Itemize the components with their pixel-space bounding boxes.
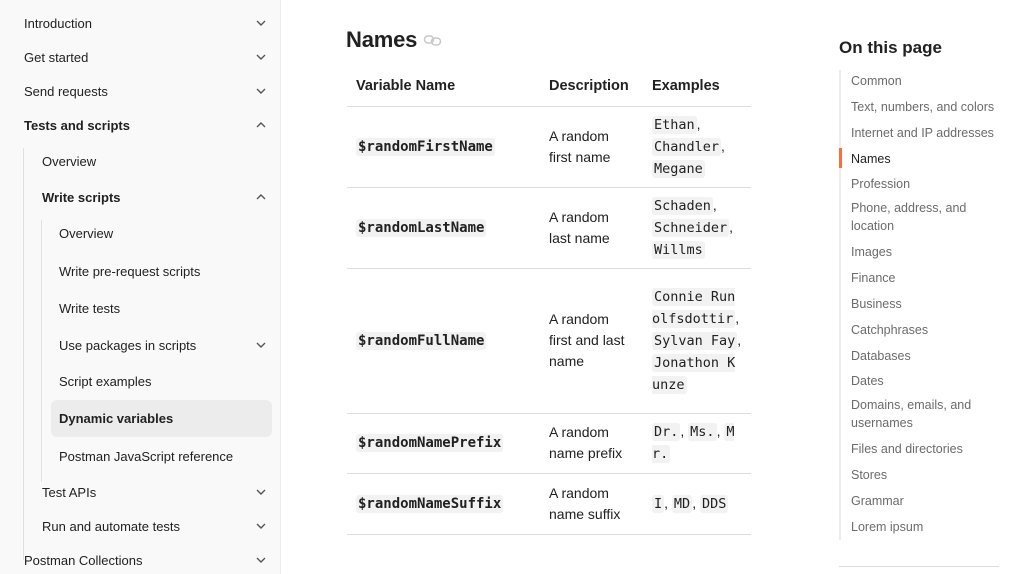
sidebar-item-label: Overview: [42, 153, 97, 169]
toc-item-phone-address-location[interactable]: Phone, address, and location: [851, 201, 967, 233]
toc-item-catchphrases[interactable]: Catchphrases: [851, 323, 929, 337]
table-row: [347, 268, 751, 413]
example-value: Megane: [654, 160, 703, 177]
toc-item-text-numbers-colors[interactable]: Text, numbers, and colors: [851, 100, 995, 114]
toc-track: [839, 70, 841, 540]
sidebar-item-label: Postman Collections: [24, 552, 143, 568]
toc-item-finance[interactable]: Finance: [851, 271, 896, 285]
variable-name-cell: [347, 187, 540, 268]
examples-cell: Dr. , Ms. , Mr.: [643, 413, 751, 473]
sidebar-item-label: Get started: [24, 49, 89, 65]
example-value: Chandler: [654, 138, 720, 155]
toc-item-databases[interactable]: Databases: [851, 349, 911, 363]
section-heading: [346, 27, 443, 53]
sidebar-item-script-examples[interactable]: [59, 372, 268, 390]
link-icon[interactable]: [423, 32, 443, 48]
chevron-down-icon: [254, 84, 268, 98]
sidebar-item-introduction[interactable]: [24, 14, 268, 32]
table-row: [347, 187, 751, 268]
description-line: name suffix: [549, 505, 621, 522]
column-header-variable-name: Variable Name: [347, 66, 540, 106]
sidebar-item-label: Run and automate tests: [42, 518, 181, 534]
description-cell: [540, 473, 643, 534]
examples-cell: Schaden , Schneider , Willms: [643, 187, 751, 268]
docs-sidebar: [0, 0, 281, 574]
example-value: Mr.: [652, 424, 735, 462]
table-row: [347, 106, 751, 187]
description-line: name prefix: [549, 445, 623, 461]
example-value: Connie Runolfsdottir: [652, 288, 736, 327]
example-value: MD: [673, 495, 691, 512]
variable-name: $randomFullName: [358, 332, 485, 349]
names-variables-table: [347, 66, 751, 535]
description-cell: [540, 268, 643, 413]
description-cell: [540, 187, 643, 268]
variable-name: $randomLastName: [358, 219, 485, 236]
chevron-up-icon: [254, 118, 268, 132]
sidebar-item-write-scripts-overview[interactable]: [59, 224, 268, 242]
toc-item-profession[interactable]: Profession: [851, 177, 911, 191]
chevron-down-icon: [254, 50, 268, 64]
description-line: A random: [549, 127, 609, 144]
toc-item-stores[interactable]: Stores: [851, 468, 888, 482]
example-value: DDS: [701, 495, 727, 512]
description-cell: [540, 413, 643, 473]
variable-name-cell: [347, 106, 540, 187]
example-value: Ethan: [654, 116, 695, 133]
toc-title: On this page: [839, 38, 942, 57]
sidebar-guide-line: [23, 148, 24, 560]
column-header-examples: Examples: [643, 66, 751, 106]
description-line: A random: [549, 484, 609, 501]
description-line: name: [549, 353, 585, 369]
sidebar-item-write-prerequest-scripts[interactable]: [59, 262, 268, 280]
toc-item-names[interactable]: Names: [851, 152, 891, 166]
sidebar-item-tests-and-scripts[interactable]: [24, 116, 268, 134]
toc-divider: [839, 566, 999, 567]
sidebar-item-label: Write scripts: [42, 189, 121, 205]
sidebar-item-write-tests[interactable]: [59, 299, 268, 317]
variable-name: $randomNameSuffix: [358, 495, 502, 512]
examples-cell: Ethan , Chandler , Megane: [643, 106, 751, 187]
sidebar-item-overview[interactable]: [42, 152, 268, 170]
example-value: Sylvan Fay: [654, 332, 736, 349]
toc-item-files-directories[interactable]: Files and directories: [851, 442, 963, 456]
variable-name: $randomNamePrefix: [358, 435, 502, 451]
sidebar-item-write-scripts[interactable]: [42, 188, 268, 206]
toc-item-common[interactable]: Common: [851, 74, 902, 88]
sidebar-item-label: Send requests: [24, 83, 108, 99]
table-header-row: [347, 66, 751, 106]
chevron-down-icon: [254, 519, 268, 533]
sidebar-item-js-reference[interactable]: [59, 447, 268, 465]
chevron-down-icon: [254, 338, 268, 352]
toc-item-images[interactable]: Images: [851, 245, 892, 259]
description-line: A random: [549, 424, 609, 440]
description-line: A random: [549, 208, 609, 225]
toc-item-lorem-ipsum[interactable]: Lorem ipsum: [851, 520, 924, 534]
sidebar-item-test-apis[interactable]: [42, 483, 268, 501]
variable-name-cell: [347, 473, 540, 534]
description-cell: [540, 106, 643, 187]
examples-cell: Connie Runolfsdottir , Sylvan Fay , Jonathon Kunze: [643, 268, 751, 413]
description-line: A random: [549, 311, 609, 327]
sidebar-item-label: Overview: [59, 225, 114, 241]
table-row: [347, 473, 751, 534]
sidebar-item-label: Dynamic variables: [59, 411, 174, 426]
chevron-down-icon: [254, 553, 268, 567]
toc-item-domains-emails-usernames[interactable]: Domains, emails, and usernames: [851, 398, 972, 430]
sidebar-item-label: Tests and scripts: [24, 117, 130, 133]
sidebar-item-label: Test APIs: [42, 484, 97, 500]
sidebar-item-label: Postman JavaScript reference: [59, 448, 234, 464]
chevron-down-icon: [254, 16, 268, 30]
sidebar-item-label: Write tests: [59, 300, 121, 316]
toc-item-business[interactable]: Business: [851, 297, 902, 311]
sidebar-item-get-started[interactable]: [24, 48, 268, 66]
example-value: Willms: [654, 241, 703, 258]
toc-item-dates[interactable]: Dates: [851, 374, 884, 388]
example-value: Jonathon Kunze: [652, 354, 736, 393]
variable-name-cell: [347, 413, 540, 473]
example-value: Schneider: [654, 219, 728, 236]
table-row: [347, 413, 751, 473]
chevron-down-icon: [254, 485, 268, 499]
sidebar-item-label: Introduction: [24, 15, 92, 31]
description-line: first and last: [549, 332, 625, 348]
sidebar-item-postman-collections[interactable]: [24, 551, 268, 569]
description-line: last name: [549, 229, 610, 246]
column-header-description: Description: [540, 66, 643, 106]
example-value: Schaden: [654, 197, 711, 214]
sidebar-item-label: Write pre-request scripts: [59, 263, 201, 279]
sidebar-item-label: Use packages in scripts: [59, 337, 197, 353]
sidebar-item-use-packages[interactable]: [59, 336, 268, 354]
sidebar-item-run-automate-tests[interactable]: [42, 517, 268, 535]
sidebar-item-send-requests[interactable]: [24, 82, 268, 100]
toc-item-grammar[interactable]: Grammar: [851, 494, 904, 508]
toc-item-internet-ip[interactable]: Internet and IP addresses: [851, 126, 994, 140]
toc-active-marker: [839, 148, 842, 168]
examples-cell: I , MD , DDS: [643, 473, 751, 534]
description-line: first name: [549, 148, 611, 165]
example-value: Ms.: [690, 424, 715, 440]
section-heading-text: Names: [346, 27, 418, 52]
sidebar-item-dynamic-variables[interactable]: [51, 400, 272, 437]
variable-name-cell: [347, 268, 540, 413]
variable-name: $randomFirstName: [358, 138, 493, 155]
sidebar-item-label: Script examples: [59, 373, 152, 389]
example-value: I: [654, 495, 663, 512]
example-value: Dr.: [654, 424, 679, 440]
chevron-up-icon: [254, 190, 268, 204]
sidebar-guide-line-nested: [41, 220, 42, 482]
